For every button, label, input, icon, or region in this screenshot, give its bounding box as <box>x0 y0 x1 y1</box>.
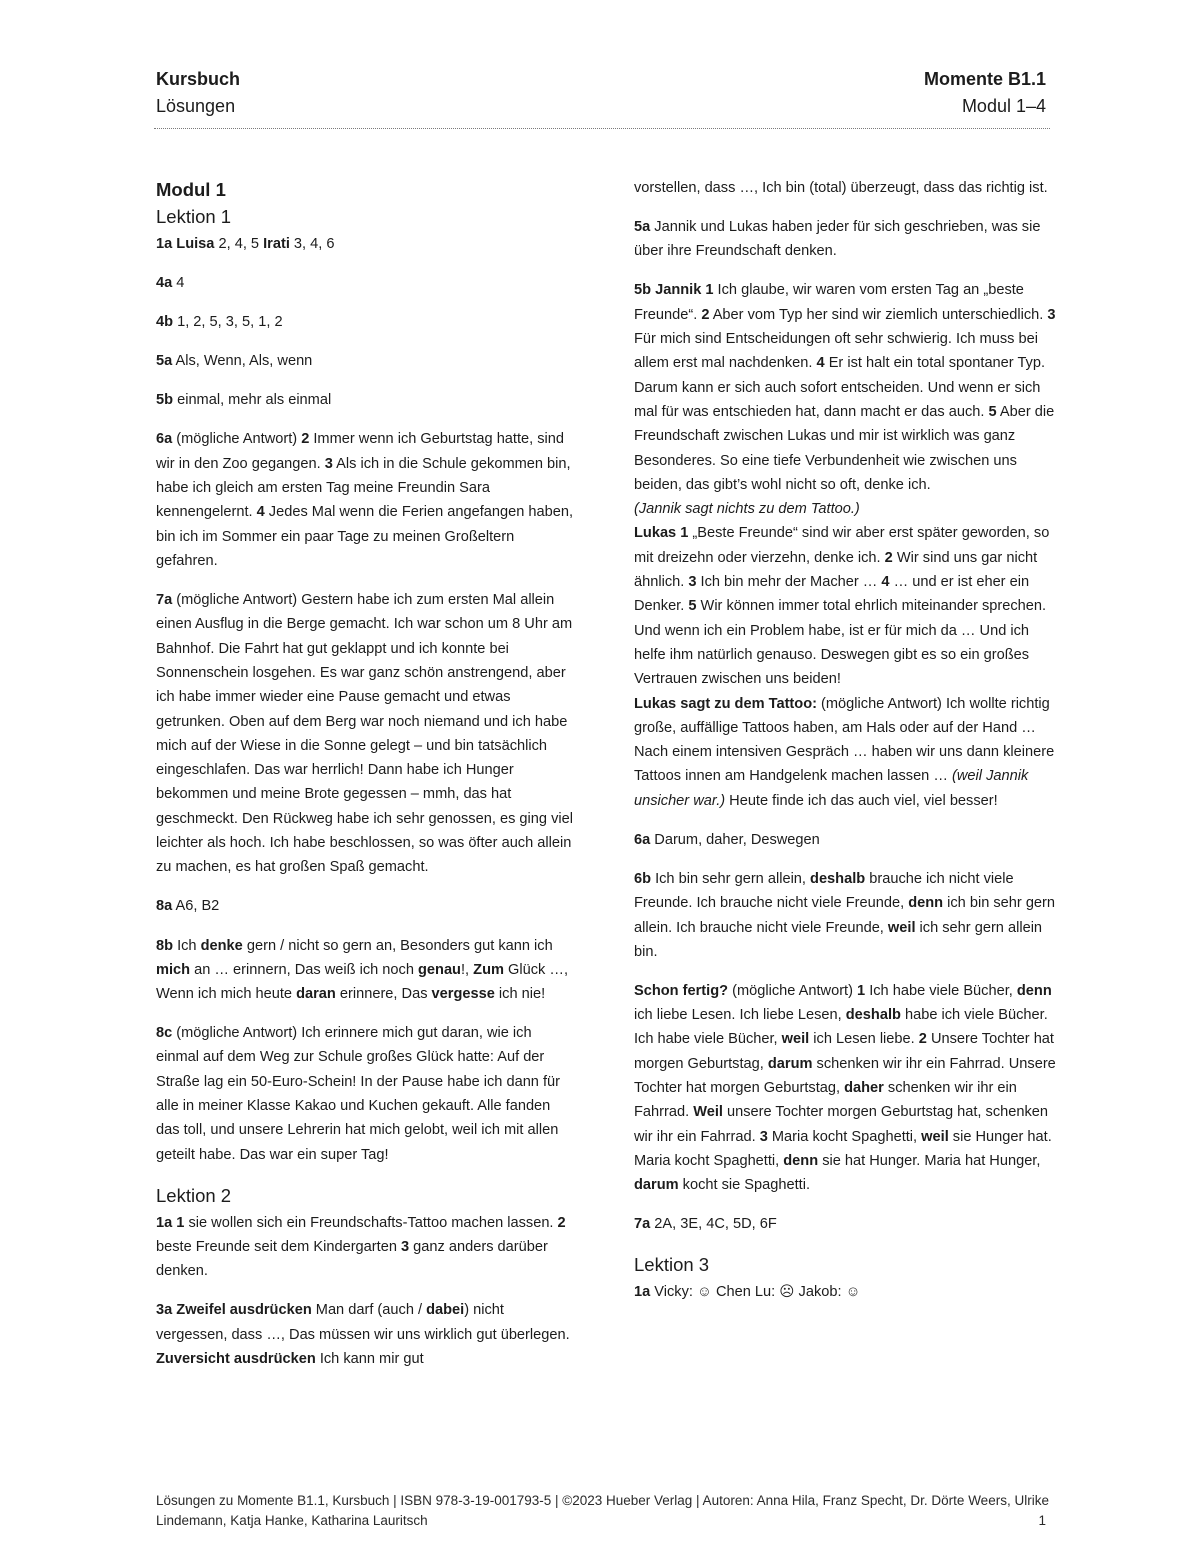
footer-credits: Lösungen zu Momente B1.1, Kursbuch | ISBN 978-3-19-001793-5 | ©2023 Hueber Verlag | Autoren: Anna Hila, Franz Specht, Dr. Dörte Weers, Ulrike Lindemann, Katja Hanke, Katharina Lauritsch <box>156 1493 1049 1528</box>
answer-4a: 4a 4 <box>156 275 185 292</box>
answer-8c: 8c (mögliche Antwort) Ich erinnere mich gut daran, wie ich einmal auf dem Weg zur Schule großes Glück hatte: Auf der Straße lag ein 50-Euro-Schein! In der Pause habe ich dann für alle in meiner Klasse Kakao und Kuchen gekauft. Alle fanden das toll, und unsere Lehrerin hat mich gelobt, weil ich mit allen geteilt habe. Das war ein super Tag! <box>156 1025 561 1163</box>
answer-8a: 8a A6, B2 <box>156 898 220 915</box>
left-column <box>156 176 576 1371</box>
header-divider <box>154 128 1050 129</box>
header-module-range: Modul 1–4 <box>961 96 1046 116</box>
lektion-3-title: Lektion 3 <box>634 1254 710 1276</box>
answer-5b: 5b einmal, mehr als einmal <box>156 392 332 409</box>
smiley-sad-icon: ☹ <box>779 1284 795 1301</box>
page-number: 1 <box>1038 1513 1046 1528</box>
answer-l3-1a: 1a Vicky: ☺ Chen Lu: ☹ Jakob: ☺ <box>634 1284 861 1301</box>
answer-5b-l2: 5b Jannik 1 Ich glaube, wir waren vom ersten Tag an „beste Freunde“. 2 Aber vom Typ her sind wir ziemlich unterschiedlich. 3 Für mich sind Entscheidungen oft sehr schwierig. Ich muss bei allem erst mal nachdenken. 4 Er ist halt ein total spontaner Typ. Darum kann er sich auch sofort entscheiden. Und wenn er sich mal für was entschieden hat, dann macht er das auch. 5 Aber die Freundschaft zwischen Lukas und mir ist wirklich was ganz Besonderes. So eine tiefe Verbundenheit wie zwischen uns beiden, das gibt’s wohl nicht so oft, denke ich. (Jannik sagt nichts zu dem Tattoo.) Lukas 1 „Beste Freunde“ sind wir aber erst später geworden, so mit dreizehn oder vierzehn, denke ich. 2 Wir sind uns gar nicht ähnlich. 3 Ich bin mehr der Macher … 4 … und er ist eher ein Denker. 5 Wir können immer total ehrlich miteinander sprechen. Und wenn ich ein Problem habe, ist er für mich da … Und ich helfe ihm natürlich genauso. Deswegen gibt es so ein großes Vertrauen zwischen uns beiden! Lukas sagt zu dem Tattoo: (mögliche Antwort) Ich wollte richtig große, auffällige Tattoos haben, am Hals oder auf der Hand … Nach einem intensiven Gespräch … haben wir uns dann kleinere Tattoos innen am Handgelenk machen lassen … (weil Jannik unsicher war.) Heute finde ich das auch viel, viel besser! <box>634 282 1056 809</box>
answer-5a-l2: 5a Jannik und Lukas haben jeder für sich geschrieben, was sie über ihre Freundschaft denken. <box>634 219 1041 260</box>
answer-5a: 5a Als, Wenn, Als, wenn <box>156 353 313 370</box>
answer-l2-3a: 3a Zweifel ausdrücken Man darf (auch / dabei) nicht vergessen, dass …, Das müssen wir uns wirklich gut überlegen. Zuversicht ausdrücken Ich kann mir gut <box>156 1302 570 1368</box>
header-book-title: Kursbuch <box>156 69 241 89</box>
answer-l2-1a: 1a 1 sie wollen sich ein Freundschafts-Tattoo machen lassen. 2 beste Freunde seit dem Kindergarten 3 ganz anders darüber denken. <box>156 1214 566 1280</box>
smiley-happy-icon: ☺ <box>697 1284 712 1301</box>
answer-6a: 6a (mögliche Antwort) 2 Immer wenn ich Geburtstag hatte, sind wir in den Zoo gegangen. 3 Als ich in die Schule gekommen bin, habe ich gleich am ersten Tag meine Freundin Sara kennengelernt. 4 Jedes Mal wenn die Ferien angefangen haben, bin ich im Sommer ein paar Tage zu meinen Großeltern gefahren. <box>156 431 574 569</box>
answer-3a-continued: vorstellen, dass …, Ich bin (total) überzeugt, dass das richtig ist. <box>634 180 1048 196</box>
answer-8b: 8b Ich denke gern / nicht so gern an, Besonders gut kann ich mich an … erinnern, Das weiß ich noch genau!, Zum Glück …, Wenn ich mich heute daran erinnere, Das vergesse ich nie! <box>156 937 569 1003</box>
answer-4b: 4b 1, 2, 5, 3, 5, 1, 2 <box>156 314 283 331</box>
right-column <box>634 176 1059 1305</box>
lektion-1-title: Lektion 1 <box>156 206 232 227</box>
header-series-title: Momente B1.1 <box>923 69 1046 89</box>
lektion-2-title: Lektion 2 <box>156 1184 232 1206</box>
smiley-happy-icon: ☺ <box>845 1284 861 1301</box>
header-book-subtitle: Lösungen <box>156 96 236 116</box>
answer-7a: 7a (mögliche Antwort) Gestern habe ich zum ersten Mal allein einen Ausflug in die Berge gemacht. Ich war schon um 8 Uhr am Bahnhof. Die Fahrt hat gut geklappt und ich konnte bei Sonnenschein losgehen. Es war ganz schön anstrengend, aber ich habe immer wieder eine Pause gemacht und etwas getrunken. Oben auf dem Berg war noch niemand und ich habe mich auf der Wiese in die Sonne gelegt – und bin tatsächlich eingeschlafen. Das war herrlich! Dann habe ich Hunger bekommen und meine Brote gegessen – mmh, das hat geschmeckt. Den Rückweg habe ich sehr genossen, es ging viel leichter als hoch. Ich habe beschlossen, so was öfter auch allein zu machen, es hat großen Spaß gemacht. <box>156 592 573 876</box>
answer-schon-fertig: Schon fertig? (mögliche Antwort) 1 Ich habe viele Bücher, denn ich liebe Lesen. Ich liebe Lesen, deshalb habe ich viele Bücher. Ich habe viele Bücher, weil ich Lesen liebe. 2 Unsere Tochter hat morgen Geburtstag, darum schenken wir ihr ein Fahrrad. Unsere Tochter hat morgen Geburtstag, daher schenken wir ihr ein Fahrrad. Weil unsere Tochter morgen Geburtstag hat, schenken wir ihr ein Fahrrad. 3 Maria kocht Spaghetti, weil sie Hunger hat. Maria kocht Spaghetti, denn sie hat Hunger. Maria hat Hunger, darum kocht sie Spaghetti. <box>634 982 1056 1194</box>
answer-6b-l2: 6b Ich bin sehr gern allein, deshalb brauche ich nicht viele Freunde. Ich brauche nicht viele Freunde, denn ich bin sehr gern allein. Ich brauche nicht viele Freunde, weil ich sehr gern allein bin. <box>634 870 1056 960</box>
header-right <box>924 66 1046 120</box>
answer-1a: 1a Luisa 2, 4, 5 Irati 3, 4, 6 <box>156 236 335 252</box>
module-title: Modul 1 <box>156 179 226 200</box>
jannik-tattoo-note: (Jannik sagt nichts zu dem Tattoo.) <box>634 501 860 518</box>
answer-6a-l2: 6a Darum, daher, Deswegen <box>634 831 820 848</box>
header-left <box>156 66 240 120</box>
answer-7a-l2: 7a 2A, 3E, 4C, 5D, 6F <box>634 1216 777 1233</box>
